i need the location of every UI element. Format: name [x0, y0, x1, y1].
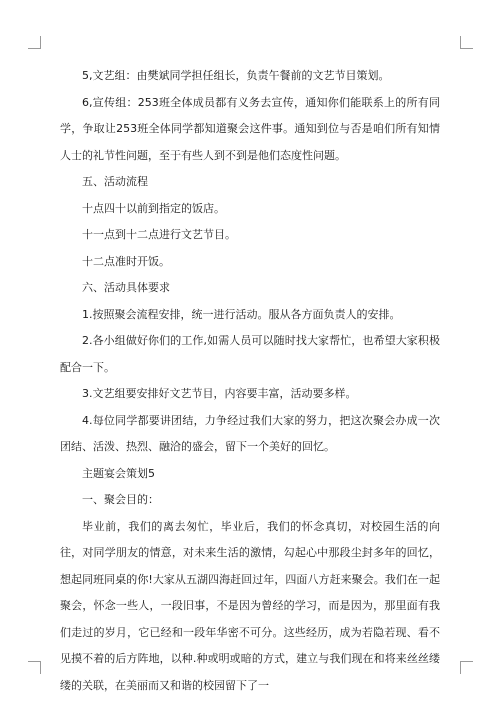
- paragraph-process-step-1: 十点四十以前到指定的饭店。: [82, 201, 225, 215]
- crop-mark-top-right: [460, 36, 473, 49]
- crop-mark-top-left: [28, 36, 41, 49]
- section-title-theme-banquet-plan-5: 主题宴会策划5: [82, 466, 155, 480]
- paragraph-requirement-4: 4.每位同学都要讲团结，力争经过我们大家的努力，把这次聚会办成一次团结、活泼、热烈、融洽的盛会，留下一个美好的回忆。: [60, 413, 440, 453]
- paragraph-literary-group: 5,文艺组：由樊斌同学担任组长，负责午餐前的文艺节目策划。: [82, 69, 390, 82]
- paragraph-requirement-1: 1.按照聚会流程安排，统一进行活动。服从各方面负责人的安排。: [82, 307, 401, 321]
- section-heading-activity-requirements: 六、活动具体要求: [82, 281, 170, 294]
- paragraph-publicity-group: 6,宣传组：253班全体成员都有义务去宣传，通知你们能联系上的所有同学，争取让253班全体同学都知道聚会这件事。通知到位与否是咱们所有知情人士的礼节性问题，至于有些人到不到是他们态度性问题。: [60, 95, 440, 162]
- section-heading-activity-process: 五、活动流程: [82, 175, 148, 188]
- paragraph-requirement-2: 2.各小组做好你们的工作,如需人员可以随时找大家帮忙，也希望大家积极配合一下。: [60, 334, 440, 374]
- document-body: [60, 63, 440, 699]
- section-heading-gathering-purpose: 一、聚会目的：: [82, 493, 159, 506]
- paragraph-process-step-2: 十一点到十二点进行文艺节目。: [82, 228, 236, 241]
- crop-mark-bottom-right: [460, 661, 473, 674]
- paragraph-requirement-3: 3.文艺组要安排好文艺节目，内容要丰富，活动要多样。: [82, 387, 357, 400]
- crop-mark-bottom-left: [28, 661, 41, 674]
- paragraph-process-step-3: 十二点准时开饭。: [82, 254, 170, 268]
- paragraph-purpose-body: 毕业前，我们的离去匆忙，毕业后，我们的怀念真切，对校园生活的向往，对同学朋友的情意，对未来生活的激情，勾起心中那段尘封多年的回忆，想起同班同桌的你!大家从五湖四海赶回过年，四面八方赶来聚会。我们在一起聚会，怀念一些人，一段旧事，不是因为曾经的学习，而是因为，那里面有我们走过的岁月，它已经和一段年华密不可分。这些经历，成为若隐若现、看不见摸不着的后方阵地，以种.种或明或暗的方式，建立与我们现在和将来丝丝缕缕的关联，在美丽而又和谐的校园留下了一: [60, 519, 440, 692]
